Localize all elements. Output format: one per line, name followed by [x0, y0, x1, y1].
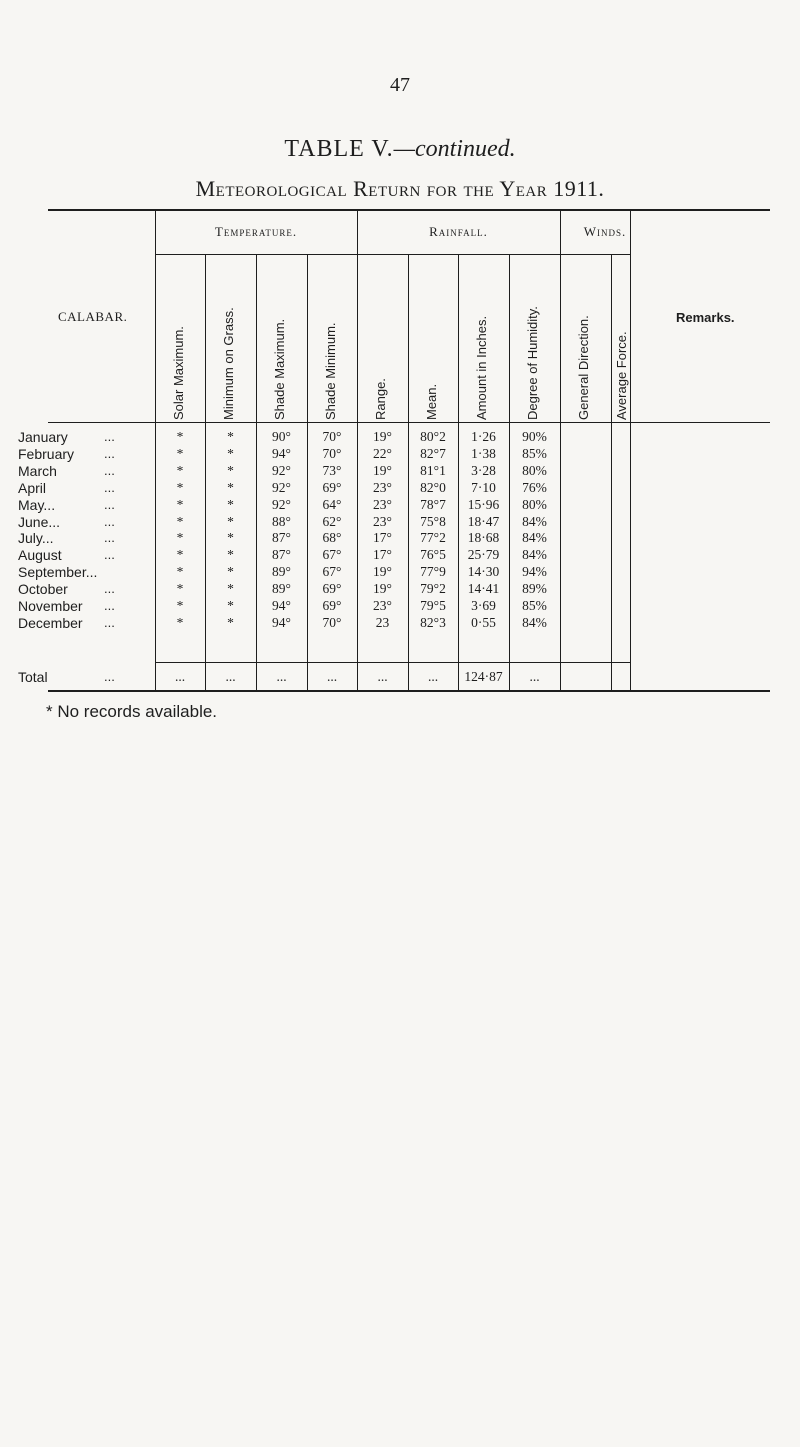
- table-title-main: TABLE V.: [284, 136, 394, 162]
- cell-range: 22°: [373, 445, 392, 461]
- month-label: October: [18, 581, 68, 598]
- col-amount-in-inches: Amount in Inches.: [474, 315, 489, 420]
- rule-header-bottom: [48, 422, 770, 423]
- cell-grass: *: [227, 564, 234, 580]
- col-range: Range.: [373, 378, 388, 420]
- group-rainfall: Rainfall.: [429, 224, 488, 239]
- cell-smax: 89°: [272, 564, 291, 580]
- cell-solar: *: [176, 496, 184, 512]
- footnote: * No records available.: [46, 702, 218, 721]
- cell-smin: 69°: [322, 479, 342, 495]
- cell-solar: *: [176, 564, 184, 580]
- col-shade-maximum: Shade Maximum.: [272, 318, 287, 420]
- cell-solar: *: [176, 429, 184, 444]
- month-label: April: [18, 479, 47, 496]
- cell-humidity: 84%: [522, 614, 547, 630]
- total-humidity: ...: [529, 669, 540, 684]
- cell-range: 19°: [373, 564, 392, 580]
- cell-mean: 76°5: [420, 547, 446, 563]
- leader-dots: ...: [104, 530, 115, 546]
- table-title: [0, 136, 800, 163]
- cell-smin: 67°: [322, 547, 342, 563]
- table-row: [0, 615, 800, 631]
- cell-humidity: 84%: [522, 513, 547, 529]
- table-row: [0, 446, 800, 462]
- cell-humidity: 84%: [522, 530, 547, 546]
- cell-rain: 15·96: [467, 496, 500, 512]
- table-row: [0, 463, 800, 479]
- table-row: [0, 480, 800, 496]
- total-range: ...: [377, 669, 388, 684]
- cell-mean: 79°5: [420, 598, 446, 613]
- cell-rain: 1·26: [471, 429, 496, 444]
- cell-humidity: 85%: [522, 445, 547, 461]
- cell-smin: 69°: [322, 581, 342, 597]
- cell-grass: *: [227, 614, 234, 630]
- cell-solar: *: [176, 445, 184, 461]
- cell-grass: *: [227, 496, 234, 512]
- cell-smax: 87°: [272, 547, 291, 563]
- cell-smin: 64°: [322, 496, 342, 512]
- cell-rain: 18·68: [467, 530, 500, 546]
- remarks-header: Remarks.: [676, 310, 735, 325]
- col-average-force: Average Force.: [614, 331, 629, 420]
- month-label: February: [18, 445, 75, 462]
- col-mean: Mean.: [424, 383, 439, 420]
- cell-smin: 68°: [322, 530, 342, 546]
- rule-top: [48, 209, 770, 211]
- cell-mean: 75°8: [420, 513, 446, 529]
- cell-mean: 78°7: [420, 496, 446, 512]
- cell-humidity: 94%: [522, 564, 547, 580]
- cell-mean: 79°2: [420, 581, 446, 597]
- col-general-direction: General Direction.: [576, 315, 591, 420]
- cell-rain: 1·38: [471, 445, 496, 461]
- month-label: July...: [18, 530, 54, 547]
- cell-rain: 3·69: [471, 598, 496, 613]
- cell-smin: 73°: [322, 462, 342, 478]
- cell-smax: 94°: [272, 614, 291, 630]
- cell-solar: *: [176, 581, 184, 597]
- cell-range: 19°: [373, 462, 392, 478]
- month-label: August: [18, 547, 62, 564]
- cell-grass: *: [227, 598, 234, 613]
- month-label: May...: [18, 496, 56, 513]
- cell-solar: *: [176, 530, 184, 546]
- leader-dots: ...: [104, 614, 115, 630]
- cell-solar: *: [176, 614, 184, 630]
- cell-grass: *: [227, 530, 234, 546]
- leader-dots: ...: [104, 513, 115, 529]
- total-smin: ...: [326, 669, 338, 684]
- table-row: [0, 564, 800, 580]
- cell-grass: *: [227, 547, 234, 563]
- cell-humidity: 80%: [522, 462, 547, 478]
- month-label: November: [18, 598, 83, 614]
- col-minimum-on-grass: Minimum on Grass.: [221, 307, 236, 420]
- table-title-continued: —continued.: [393, 136, 516, 162]
- cell-smax: 92°: [272, 479, 291, 495]
- cell-grass: *: [227, 581, 234, 597]
- cell-solar: *: [176, 598, 184, 613]
- cell-smax: 92°: [272, 496, 291, 512]
- cell-humidity: 85%: [522, 598, 547, 613]
- cell-smax: 94°: [272, 598, 291, 613]
- cell-range: 23°: [373, 598, 392, 613]
- group-winds: Winds.: [583, 224, 627, 239]
- cell-grass: *: [227, 513, 234, 529]
- cell-smin: 69°: [322, 598, 342, 613]
- group-temperature: Temperature.: [214, 224, 298, 239]
- table-row: [0, 547, 800, 563]
- month-label: December: [18, 614, 83, 631]
- leader-dots: ...: [104, 598, 115, 613]
- leader-dots: ...: [104, 445, 115, 461]
- cell-rain: 18·47: [467, 513, 500, 529]
- cell-smax: 94°: [272, 445, 291, 461]
- leader-dots: ...: [104, 581, 115, 597]
- cell-grass: *: [227, 429, 234, 444]
- col-shade-minimum: Shade Minimum.: [323, 322, 338, 420]
- leader-dots: ...: [104, 496, 115, 512]
- table-row: [0, 530, 800, 546]
- station-header: CALABAR.: [58, 309, 128, 324]
- cell-humidity: 89%: [522, 581, 547, 597]
- cell-range: 17°: [373, 530, 392, 546]
- leader-dots: ...: [104, 429, 115, 444]
- rule-bottom: [48, 690, 770, 692]
- total-solar: ...: [174, 669, 186, 684]
- month-label: September...: [18, 564, 98, 581]
- cell-range: 17°: [373, 547, 392, 563]
- cell-mean: 82°7: [420, 445, 446, 461]
- cell-mean: 77°9: [420, 564, 446, 580]
- cell-smin: 62°: [322, 513, 342, 529]
- cell-smax: 88°: [272, 513, 291, 529]
- table-row: [0, 514, 800, 530]
- table-row: [0, 429, 800, 445]
- cell-solar: *: [176, 547, 184, 563]
- table-row: [0, 598, 800, 614]
- cell-solar: *: [176, 462, 184, 478]
- cell-smax: 89°: [272, 581, 291, 597]
- cell-mean: 81°1: [420, 462, 446, 478]
- rule-body-bottom: [155, 662, 630, 663]
- cell-range: 19°: [373, 581, 392, 597]
- cell-smax: 92°: [272, 462, 291, 478]
- cell-smin: 70°: [322, 429, 342, 444]
- cell-mean: 82°3: [420, 614, 446, 630]
- cell-smin: 67°: [322, 564, 342, 580]
- cell-rain: 3·28: [471, 462, 496, 478]
- leader-dots: ...: [104, 479, 115, 495]
- total-label: Total: [18, 669, 48, 685]
- cell-solar: *: [176, 479, 184, 495]
- total-rain: 124·87: [464, 669, 503, 684]
- month-label: March: [18, 462, 57, 479]
- cell-rain: 14·30: [467, 564, 500, 580]
- total-dots: ...: [104, 669, 115, 684]
- cell-mean: 82°0: [420, 479, 446, 495]
- table-row: [0, 581, 800, 597]
- cell-range: 23°: [373, 496, 392, 512]
- cell-rain: 7·10: [471, 479, 496, 495]
- cell-range: 23°: [373, 513, 392, 529]
- cell-humidity: 84%: [522, 547, 547, 563]
- leader-dots: ...: [104, 462, 115, 478]
- cell-grass: *: [227, 445, 234, 461]
- cell-range: 19°: [373, 429, 392, 444]
- cell-rain: 14·41: [467, 581, 500, 597]
- cell-mean: 77°2: [420, 530, 446, 546]
- cell-grass: *: [227, 479, 234, 495]
- cell-smax: 90°: [272, 429, 291, 444]
- total-smax: ...: [276, 669, 287, 684]
- cell-smax: 87°: [272, 530, 291, 546]
- leader-dots: ...: [104, 547, 115, 563]
- cell-smin: 70°: [322, 445, 342, 461]
- total-grass: ...: [225, 669, 236, 684]
- cell-solar: *: [176, 513, 184, 529]
- page-number: 47: [390, 74, 410, 96]
- cell-humidity: 80%: [522, 496, 547, 512]
- month-label: June...: [18, 513, 61, 530]
- cell-range: 23°: [373, 479, 392, 495]
- table-row: [0, 497, 800, 513]
- cell-range: 23: [375, 614, 390, 630]
- cell-rain: 25·79: [467, 547, 500, 563]
- cell-humidity: 76%: [522, 479, 547, 495]
- total-mean: ...: [427, 669, 439, 684]
- cell-rain: 0·55: [471, 614, 496, 630]
- month-label: January: [18, 429, 68, 445]
- cell-smin: 70°: [322, 614, 342, 630]
- cell-humidity: 90%: [522, 429, 547, 444]
- col-degree-of-humidity: Degree of Humidity.: [525, 306, 540, 420]
- cell-mean: 80°2: [420, 429, 446, 444]
- total-row: [0, 669, 800, 685]
- cell-grass: *: [227, 462, 234, 478]
- col-solar-maximum: Solar Maximum.: [171, 326, 186, 420]
- table-subtitle: Meteorological Return for the Year 1911.: [195, 176, 605, 201]
